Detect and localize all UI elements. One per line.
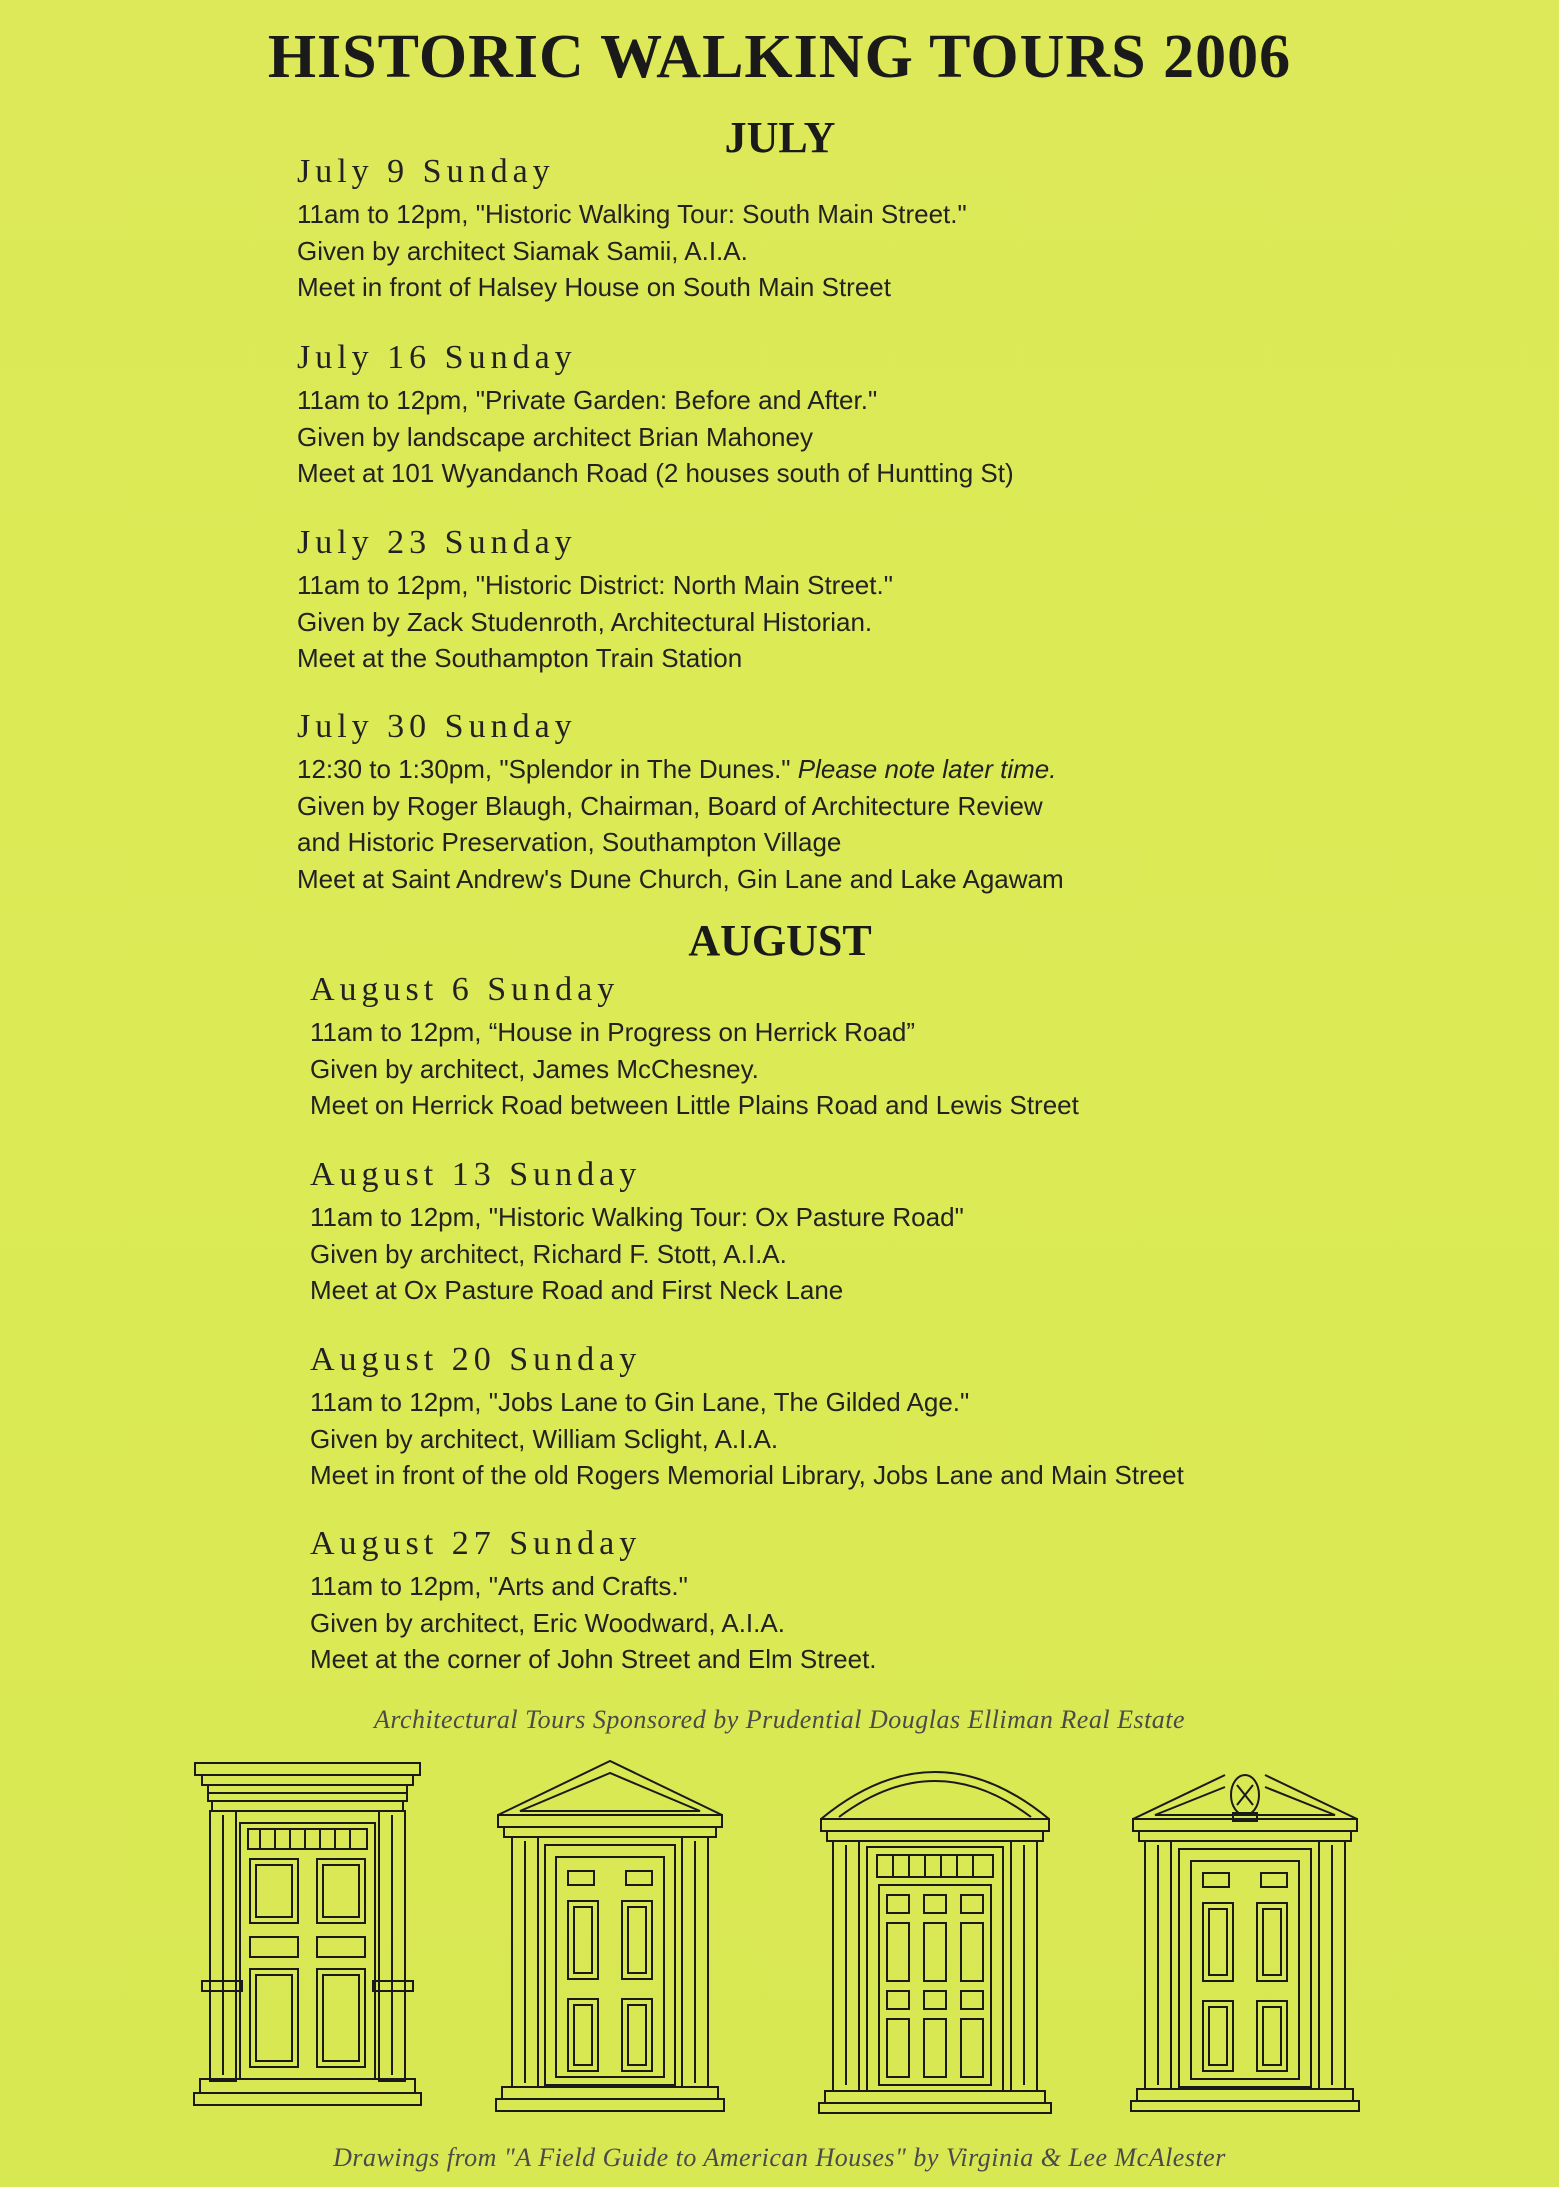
event-guide: Given by architect, Richard F. Stott, A.I.A. [310,1238,787,1269]
event-guide: Given by architect, Eric Woodward, A.I.A. [310,1607,785,1638]
event-date: July 9 Sunday [297,153,555,190]
sponsor-credit: Architectural Tours Sponsored by Prudential Douglas Elliman Real Estate [373,1705,1186,1734]
page-title: HISTORIC WALKING TOURS 2006 [267,23,1292,91]
event-time-title: 11am to 12pm, “House in Progress on Herrick Road” [310,1017,915,1047]
event-time-title: 11am to 12pm, "Arts and Crafts." [310,1571,688,1601]
event-guide: Given by architect, James McChesney. [310,1053,759,1084]
event-guide: Given by Zack Studenroth, Architectural Historian. [297,606,873,637]
event-date: July 30 Sunday [297,708,577,745]
event-august-6 [310,970,1079,1124]
event-date: August 6 Sunday [310,971,620,1008]
event-guide: Given by architect Siamak Samii, A.I.A. [297,235,748,266]
event-location: Meet in front of Halsey House on South Main Street [297,272,891,302]
event-july-30 [297,707,1064,897]
event-guide: Given by Roger Blaugh, Chairman, Board of Architecture Review [297,790,1043,821]
month-heading-july: JULY [724,113,836,162]
event-time-title: 11am to 12pm, "Historic Walking Tour: Ox Pasture Road" [310,1202,964,1232]
event-date: August 13 Sunday [310,1156,642,1193]
event-guide-continued: and Historic Preservation, Southampton Village [297,827,842,857]
event-date: August 27 Sunday [310,1525,642,1562]
event-location: Meet at the Southampton Train Station [297,643,743,673]
door-drawings [190,1755,1365,2135]
event-date: July 23 Sunday [297,524,577,561]
event-location: Meet at 101 Wyandanch Road (2 houses south of Huntting St) [297,458,1014,488]
drawings-credit: Drawings from "A Field Guide to American Houses" by Virginia & Lee McAlester [333,2143,1226,2172]
month-heading-august: AUGUST [688,916,872,965]
event-july-23 [297,523,893,677]
event-note: Please note later time. [797,754,1057,784]
flat-cornice-door-drawing [190,1755,430,2125]
event-time-title: 11am to 12pm, "Historic Walking Tour: South Main Street." [297,199,967,229]
event-july-16 [297,338,1014,492]
event-july-9 [297,152,967,306]
broken-pediment-door-drawing [1125,1755,1365,2125]
event-guide: Given by landscape architect Brian Mahoney [297,421,813,452]
event-august-27 [310,1524,877,1678]
event-location: Meet at Saint Andrew's Dune Church, Gin Lane and Lake Agawam [297,863,1064,894]
event-time-title: 11am to 12pm, "Historic District: North Main Street." [297,570,893,600]
event-location: Meet at Ox Pasture Road and First Neck Lane [310,1275,844,1305]
event-date: July 16 Sunday [297,339,577,376]
event-time-text: 12:30 to 1:30pm, "Splendor in The Dunes." [297,754,798,784]
pediment-door-drawing [490,1755,730,2125]
event-location: Meet at the corner of John Street and Elm Street. [310,1644,877,1674]
event-location: Meet on Herrick Road between Little Plains Road and Lewis Street [310,1090,1079,1120]
event-location: Meet in front of the old Rogers Memorial Library, Jobs Lane and Main Street [310,1460,1184,1490]
event-time-title: 11am to 12pm, "Jobs Lane to Gin Lane, The Gilded Age." [310,1387,970,1417]
event-date: August 20 Sunday [310,1341,642,1378]
arched-door-drawing [815,1755,1055,2125]
event-august-20 [310,1340,1184,1494]
event-time-title: 11am to 12pm, "Private Garden: Before and After." [297,385,878,415]
event-guide: Given by architect, William Sclight, A.I.A. [310,1423,779,1454]
event-august-13 [310,1155,964,1309]
event-time-title [297,751,1064,788]
